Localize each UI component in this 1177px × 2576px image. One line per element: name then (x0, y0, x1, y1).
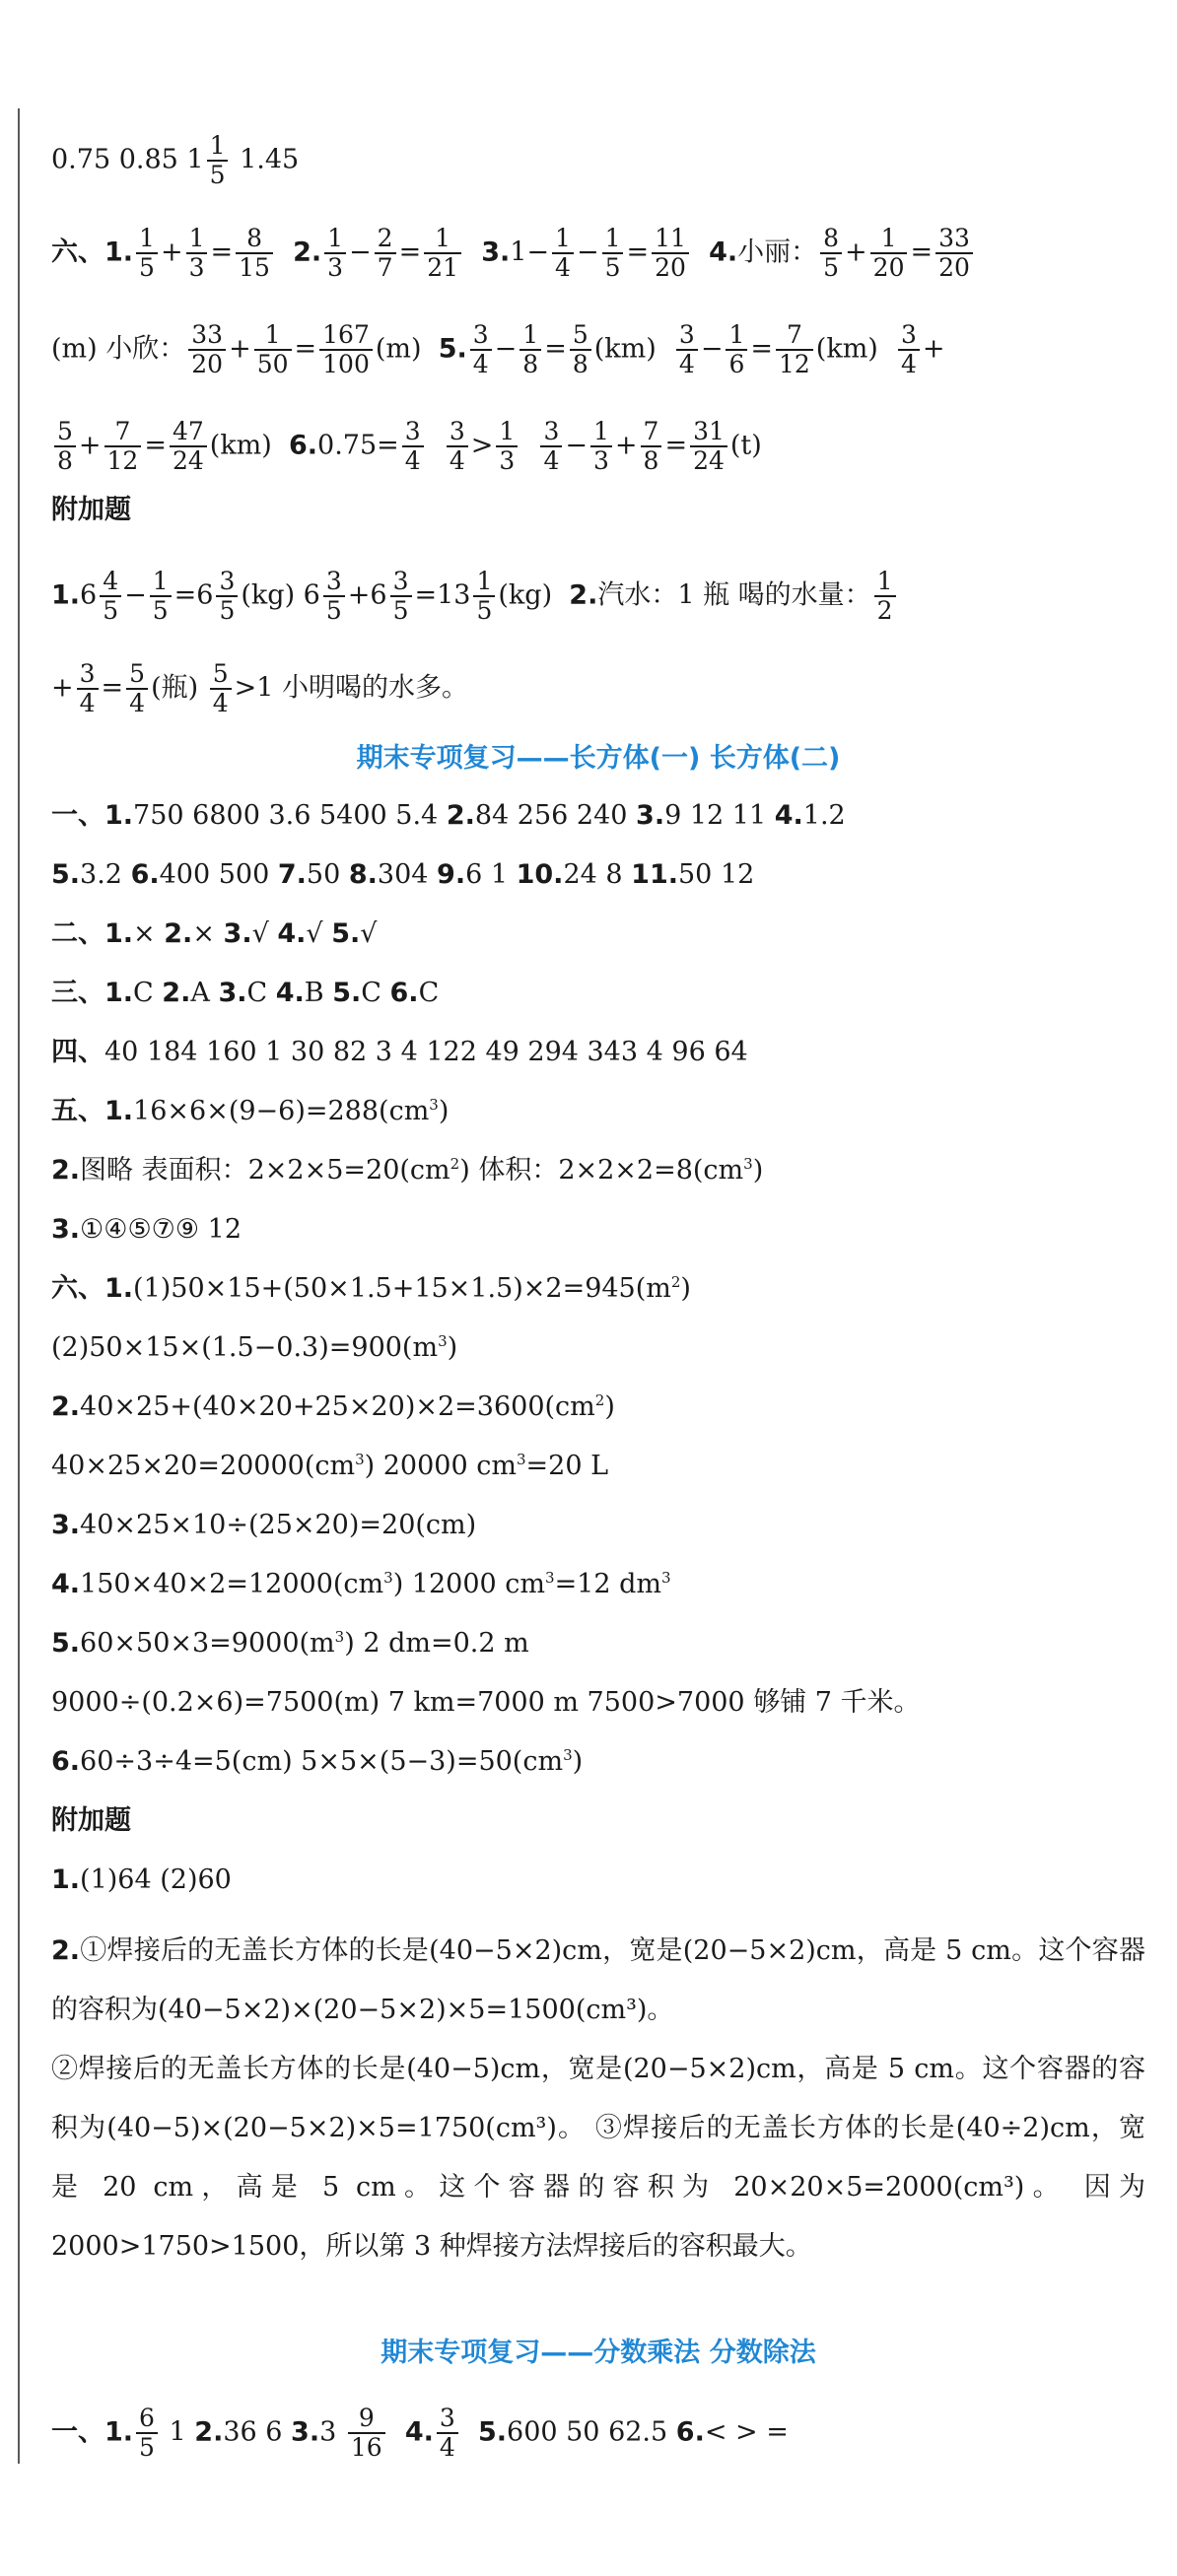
fraction: $\frac{7}{12}$ (776, 321, 813, 378)
fraction: $\frac{1}{2}$ (874, 568, 896, 625)
fraction: $\frac{33}{20}$ (935, 225, 973, 282)
answer-line: 1.(1)64 (2)60 (51, 1864, 232, 1895)
answer-line: $40\times 25\times 20=20000(cm^3)$ 20000 $cm^3=20$ L (51, 1451, 609, 1481)
answer-line: $2.40\times 25+(40\times 20+25\times 20)\times 2=3600(cm^2)$ (51, 1391, 615, 1422)
fraction: $\frac{1}{3}$ (324, 225, 346, 282)
fraction: $\frac{1}{4}$ (552, 225, 574, 282)
left-margin-rule (18, 108, 20, 2464)
fraction: $\frac{4}{5}$ (100, 568, 121, 625)
answer-text: 1.45 (231, 144, 300, 175)
answer-paragraph: 2.①焊接后的无盖长方体的长是(40−5×2)cm，宽是(20−5×2)cm，高是 5 cm。这个容器的容积为(40−5×2)×(20−5×2)×5=1500(cm³)。 (51, 1935, 1145, 2025)
answer-line: 六、$1.(1)50\times 15+(50\times 1.5+15\times 1.5)\times 2=945(m^2)$ (51, 1273, 691, 1304)
fraction: $\frac{3}{4}$ (447, 418, 468, 475)
fraction: $\frac{3}{4}$ (898, 321, 920, 378)
answer-line: $(2)50\times 15\times(1.5-0.3)=900(m^3)$ (51, 1332, 458, 1363)
extra-title: 附加题 (51, 495, 131, 525)
fraction: $\frac{3}{4}$ (402, 418, 424, 475)
answer-line: 三、1.C 2.A 3.C 4.B 5.C 6.C (51, 978, 440, 1008)
answer-text: 0.75 0.85 1 (51, 144, 204, 175)
answer-line: 一、1.750 6800 3.6 5400 5.4 2.84 256 240 3.9 12 11 4.1.2 (51, 800, 846, 831)
answer-line: 3.①④⑤⑦⑨ 12 (51, 1214, 242, 1245)
fraction: $\frac{7}{12}$ (104, 418, 142, 475)
fraction: $\frac{11}{20}$ (652, 225, 689, 282)
fraction: $\frac{3}{4}$ (470, 321, 492, 378)
answer-line: 四、40 184 160 1 30 82 3 4 122 49 294 343 4 96 64 (51, 1037, 748, 1067)
fraction: $\frac{3}{4}$ (676, 321, 698, 378)
fraction: $\frac{3}{4}$ (540, 418, 562, 475)
fraction: $\frac{47}{24}$ (170, 418, 207, 475)
fraction: $\frac{5}{8}$ (570, 321, 591, 378)
fraction: $\frac{9}{16}$ (348, 2405, 385, 2462)
answer-line: + $\frac{3}{4}$ = $\frac{5}{4}$ (瓶) $\frac{5}{4}$ >1 小明喝的水多。 (51, 659, 469, 717)
answer-line: 六、1. $\frac{1}{5}$ + $\frac{1}{3}$ = $\frac{8}{15}$ 2. $\frac{1}{3}$ − $\frac{2}{7}$ = $\frac{1}{21}$ 3.1− $\frac{1}{4}$ − $\frac{1}{5}$ = $\frac{11}{20}$ 4.小丽： $\frac{8}{5}$ + $\frac{1}{20}$ = $\frac{33}{20}$ (51, 225, 976, 282)
fraction: $\frac{1}{5}$ (150, 568, 172, 625)
fraction: $\frac{33}{20}$ (188, 321, 226, 378)
fraction: $\frac{1}{3}$ (496, 418, 518, 475)
answer-line: 1.6 $\frac{4}{5}$ − $\frac{1}{5}$ =6 $\frac{3}{5}$ (kg) 6 $\frac{3}{5}$ +6 $\frac{3}{5}$ =13 $\frac{1}{5}$ (kg) 2.汽水：1 瓶 喝的水量： $\frac{1}{2}$ (51, 568, 899, 625)
fraction: $\frac{8}{5}$ (820, 225, 842, 282)
fraction: $\frac{6}{5}$ (136, 2405, 158, 2462)
question-number: 3. (481, 237, 511, 268)
fraction: $\frac{31}{24}$ (690, 418, 727, 475)
answer-line: 9000÷(0.2×6)=7500(m) 7 km=7000 m 7500>7000 够铺 7 千米。 (51, 1687, 921, 1718)
answer-line: $\frac{5}{8}$ + $\frac{7}{12}$ = $\frac{47}{24}$ (km) 6.0.75= $\frac{3}{4}$ $\frac{3}{4}$ > $\frac{1}{3}$ $\frac{3}{4}$ − $\frac{1}{3}$ + $\frac{7}{8}$ = $\frac{31}{24}$ (t) (51, 418, 762, 475)
fraction: $\frac{1}{8}$ (519, 321, 541, 378)
question-number: 6. (288, 430, 318, 461)
fraction: $\frac{5}{4}$ (210, 660, 232, 717)
question-number: 六、1. (51, 237, 134, 268)
section-heading: 期末专项复习——分数乘法 分数除法 (381, 2338, 816, 2368)
fraction: $\frac{3}{5}$ (390, 568, 412, 625)
answer-line: $5.60\times 50\times 3=9000(m^3)$ 2 dm=0.2 m (51, 1628, 529, 1659)
answer-line: (m) 小欣： $\frac{33}{20}$ + $\frac{1}{50}$ = $\frac{167}{100}$ (m) 5. $\frac{3}{4}$ − $\frac{1}{8}$ = $\frac{5}{8}$ (km) $\frac{3}{4}$ − $\frac{1}{6}$ = $\frac{7}{12}$ (km) $\frac{3}{4}$ + (51, 320, 945, 378)
fraction: $\frac{3}{5}$ (216, 568, 238, 625)
fraction: $\frac{1}{50}$ (254, 321, 292, 378)
question-number: 4. (709, 237, 738, 268)
fraction: $\frac{8}{15}$ (236, 225, 273, 282)
fraction: $\frac{5}{8}$ (54, 418, 76, 475)
answer-line: $4.150\times 40\times 2=12000(cm^3)$ 12000 $cm^3=12$ $dm^3$ (51, 1569, 671, 1599)
answer-line: 二、1.× 2.× 3.√ 4.√ 5.√ (51, 918, 378, 949)
fraction: $\frac{1}{5}$ (207, 132, 229, 189)
answer-line: 五、$1.16\times 6\times(9-6)=288(cm^3)$ (51, 1096, 450, 1126)
fraction: $\frac{1}{5}$ (602, 225, 624, 282)
question-number: 5. (438, 333, 467, 365)
section-heading: 期末专项复习——长方体(一) 长方体(二) (356, 743, 841, 774)
answer-line: 一、1. $\frac{6}{5}$ 1 2.36 6 3.3 $\frac{9}{16}$ 4. $\frac{3}{4}$ 5.600 50 62.5 6.< > = (51, 2404, 789, 2462)
answer-line: 3.40×25×10÷(25×20)=20(cm) (51, 1510, 477, 1540)
fraction: $\frac{1}{5}$ (473, 568, 495, 625)
answer-paragraph: ②焊接后的无盖长方体的长是(40−5)cm，宽是(20−5×2)cm，高是 5 cm。这个容器的容积为(40−5)×(20−5×2)×5=1750(cm³)。 ③焊接后的无盖长方体的长是(40÷2)cm，宽是 20 cm，高是 5 cm。这个容器的容积为 20×20×5=2000(cm³)。 因为 2000>1750>1500，所以第 3 种焊接方法焊接后的容积最大。 (51, 2054, 1145, 2262)
answer-line: 5.3.2 6.400 500 7.50 8.304 9.6 1 10.24 8 11.50 12 (51, 859, 755, 890)
fraction: $\frac{5}{4}$ (126, 660, 148, 717)
question-number: 2. (569, 579, 598, 611)
answer-line: 2.图略 表面积：$2\times 2\times 5=20(cm^2)$ 体积：$2\times 2\times 2=8(cm^3)$ (51, 1155, 764, 1186)
fraction: $\frac{2}{7}$ (375, 225, 396, 282)
fraction: $\frac{7}{8}$ (641, 418, 662, 475)
fraction: $\frac{1}{3}$ (590, 418, 612, 475)
question-number: 1. (51, 579, 81, 611)
fraction: $\frac{1}{20}$ (870, 225, 908, 282)
fraction: $\frac{3}{5}$ (323, 568, 345, 625)
fraction: $\frac{167}{100}$ (319, 321, 373, 378)
fraction: $\frac{1}{5}$ (136, 225, 158, 282)
fraction: $\frac{1}{21}$ (424, 225, 461, 282)
fraction: $\frac{3}{4}$ (437, 2405, 458, 2462)
answer-line: 6.60÷3÷4=5(cm) $5\times 5\times(5-3)=50(cm^3)$ (51, 1746, 584, 1777)
fraction: $\frac{1}{6}$ (726, 321, 747, 378)
extra-title: 附加题 (51, 1805, 131, 1836)
question-number: 2. (293, 237, 322, 268)
fraction: $\frac{1}{3}$ (186, 225, 208, 282)
answer-line (51, 132, 299, 189)
fraction: $\frac{3}{4}$ (77, 660, 99, 717)
